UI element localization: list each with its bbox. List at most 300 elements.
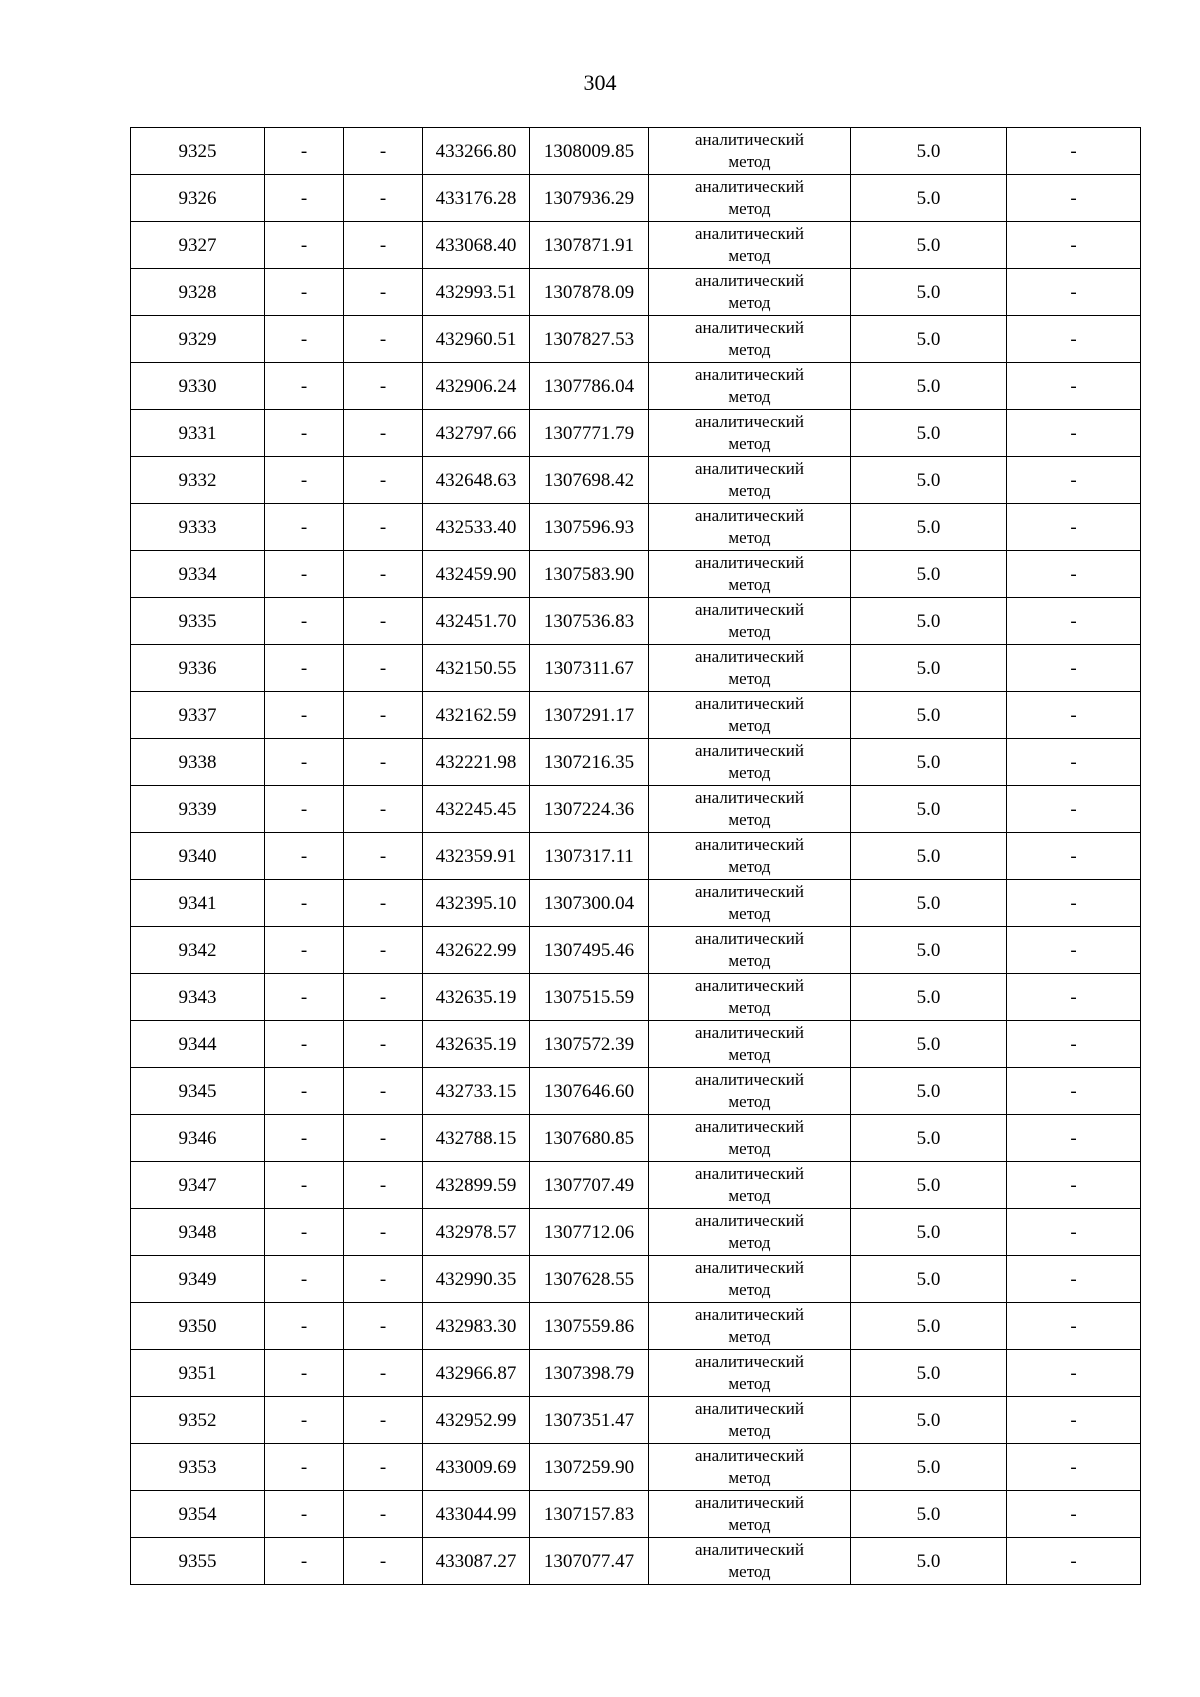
y-coordinate-cell: 1307398.79 <box>530 1350 649 1397</box>
accuracy-cell: 5.0 <box>851 1115 1007 1162</box>
method-line-2: метод <box>728 904 771 923</box>
y-coordinate-cell: 1307224.36 <box>530 786 649 833</box>
table-row <box>131 1162 1141 1209</box>
accuracy-cell: 5.0 <box>851 269 1007 316</box>
y-coordinate-cell: 1307878.09 <box>530 269 649 316</box>
method-line-1: аналитический <box>695 929 804 948</box>
method-cell <box>649 786 851 833</box>
accuracy-cell: 5.0 <box>851 1303 1007 1350</box>
x-coordinate-cell: 432960.51 <box>423 316 530 363</box>
dash-cell-1: - <box>265 880 344 927</box>
dash-cell-2: - <box>344 880 423 927</box>
x-coordinate-cell: 432150.55 <box>423 645 530 692</box>
dash-cell-1: - <box>265 1021 344 1068</box>
method-line-2: метод <box>728 669 771 688</box>
accuracy-cell: 5.0 <box>851 457 1007 504</box>
note-cell: - <box>1007 175 1141 222</box>
y-coordinate-cell: 1307628.55 <box>530 1256 649 1303</box>
dash-cell-2: - <box>344 786 423 833</box>
x-coordinate-cell: 432533.40 <box>423 504 530 551</box>
note-cell: - <box>1007 269 1141 316</box>
method-line-1: аналитический <box>695 412 804 431</box>
dash-cell-2: - <box>344 1021 423 1068</box>
table-row <box>131 363 1141 410</box>
note-cell: - <box>1007 1303 1141 1350</box>
method-line-2: метод <box>728 1186 771 1205</box>
method-line-2: метод <box>728 1045 771 1064</box>
point-number-cell: 9326 <box>131 175 265 222</box>
method-line-2: метод <box>728 716 771 735</box>
dash-cell-2: - <box>344 1491 423 1538</box>
point-number-cell: 9349 <box>131 1256 265 1303</box>
accuracy-cell: 5.0 <box>851 645 1007 692</box>
dash-cell-2: - <box>344 269 423 316</box>
dash-cell-2: - <box>344 974 423 1021</box>
y-coordinate-cell: 1307495.46 <box>530 927 649 974</box>
y-coordinate-cell: 1307583.90 <box>530 551 649 598</box>
method-line-1: аналитический <box>695 1258 804 1277</box>
point-number-cell: 9339 <box>131 786 265 833</box>
method-line-1: аналитический <box>695 459 804 478</box>
method-line-2: метод <box>728 1139 771 1158</box>
method-line-2: метод <box>728 1327 771 1346</box>
method-line-1: аналитический <box>695 1211 804 1230</box>
method-cell <box>649 269 851 316</box>
point-number-cell: 9355 <box>131 1538 265 1585</box>
table-row <box>131 1021 1141 1068</box>
y-coordinate-cell: 1307300.04 <box>530 880 649 927</box>
dash-cell-2: - <box>344 363 423 410</box>
dash-cell-1: - <box>265 269 344 316</box>
note-cell: - <box>1007 1115 1141 1162</box>
x-coordinate-cell: 432395.10 <box>423 880 530 927</box>
accuracy-cell: 5.0 <box>851 974 1007 1021</box>
method-line-1: аналитический <box>695 1399 804 1418</box>
method-line-1: аналитический <box>695 788 804 807</box>
method-cell <box>649 363 851 410</box>
y-coordinate-cell: 1307291.17 <box>530 692 649 739</box>
method-line-1: аналитический <box>695 365 804 384</box>
note-cell: - <box>1007 457 1141 504</box>
note-cell: - <box>1007 974 1141 1021</box>
dash-cell-1: - <box>265 1068 344 1115</box>
dash-cell-1: - <box>265 1397 344 1444</box>
x-coordinate-cell: 433009.69 <box>423 1444 530 1491</box>
method-cell <box>649 1021 851 1068</box>
method-cell <box>649 1303 851 1350</box>
method-cell <box>649 1162 851 1209</box>
note-cell: - <box>1007 880 1141 927</box>
table-row <box>131 833 1141 880</box>
method-cell <box>649 598 851 645</box>
accuracy-cell: 5.0 <box>851 1350 1007 1397</box>
method-cell <box>649 222 851 269</box>
dash-cell-1: - <box>265 551 344 598</box>
note-cell: - <box>1007 927 1141 974</box>
dash-cell-1: - <box>265 598 344 645</box>
accuracy-cell: 5.0 <box>851 1209 1007 1256</box>
accuracy-cell: 5.0 <box>851 363 1007 410</box>
table-row <box>131 1068 1141 1115</box>
x-coordinate-cell: 432993.51 <box>423 269 530 316</box>
accuracy-cell: 5.0 <box>851 551 1007 598</box>
dash-cell-2: - <box>344 222 423 269</box>
table-row <box>131 692 1141 739</box>
x-coordinate-cell: 432990.35 <box>423 1256 530 1303</box>
table-row <box>131 1350 1141 1397</box>
note-cell: - <box>1007 739 1141 786</box>
x-coordinate-cell: 432797.66 <box>423 410 530 457</box>
y-coordinate-cell: 1307646.60 <box>530 1068 649 1115</box>
method-line-2: метод <box>728 622 771 641</box>
method-line-1: аналитический <box>695 271 804 290</box>
dash-cell-1: - <box>265 457 344 504</box>
note-cell: - <box>1007 551 1141 598</box>
dash-cell-1: - <box>265 175 344 222</box>
accuracy-cell: 5.0 <box>851 504 1007 551</box>
method-line-1: аналитический <box>695 224 804 243</box>
method-line-1: аналитический <box>695 1070 804 1089</box>
note-cell: - <box>1007 410 1141 457</box>
y-coordinate-cell: 1307771.79 <box>530 410 649 457</box>
dash-cell-1: - <box>265 1162 344 1209</box>
point-number-cell: 9329 <box>131 316 265 363</box>
x-coordinate-cell: 432162.59 <box>423 692 530 739</box>
x-coordinate-cell: 432648.63 <box>423 457 530 504</box>
method-line-2: метод <box>728 199 771 218</box>
x-coordinate-cell: 432359.91 <box>423 833 530 880</box>
dash-cell-2: - <box>344 739 423 786</box>
method-line-2: метод <box>728 1233 771 1252</box>
dash-cell-1: - <box>265 1256 344 1303</box>
x-coordinate-cell: 432245.45 <box>423 786 530 833</box>
method-line-1: аналитический <box>695 553 804 572</box>
y-coordinate-cell: 1307216.35 <box>530 739 649 786</box>
y-coordinate-cell: 1307536.83 <box>530 598 649 645</box>
y-coordinate-cell: 1307515.59 <box>530 974 649 1021</box>
method-cell <box>649 504 851 551</box>
dash-cell-1: - <box>265 410 344 457</box>
accuracy-cell: 5.0 <box>851 316 1007 363</box>
table-row <box>131 410 1141 457</box>
x-coordinate-cell: 432622.99 <box>423 927 530 974</box>
method-line-2: метод <box>728 1374 771 1393</box>
table-row <box>131 551 1141 598</box>
table-row <box>131 974 1141 1021</box>
method-line-1: аналитический <box>695 694 804 713</box>
method-line-1: аналитический <box>695 177 804 196</box>
note-cell: - <box>1007 1350 1141 1397</box>
note-cell: - <box>1007 598 1141 645</box>
method-cell <box>649 1256 851 1303</box>
method-line-2: метод <box>728 575 771 594</box>
method-line-1: аналитический <box>695 130 804 149</box>
accuracy-cell: 5.0 <box>851 175 1007 222</box>
dash-cell-2: - <box>344 598 423 645</box>
method-cell <box>649 1538 851 1585</box>
dash-cell-1: - <box>265 363 344 410</box>
dash-cell-1: - <box>265 974 344 1021</box>
method-line-2: метод <box>728 340 771 359</box>
note-cell: - <box>1007 1491 1141 1538</box>
dash-cell-2: - <box>344 551 423 598</box>
method-line-2: метод <box>728 1468 771 1487</box>
coordinates-table <box>130 127 1141 1585</box>
method-cell <box>649 128 851 175</box>
note-cell: - <box>1007 786 1141 833</box>
point-number-cell: 9352 <box>131 1397 265 1444</box>
point-number-cell: 9337 <box>131 692 265 739</box>
accuracy-cell: 5.0 <box>851 1256 1007 1303</box>
dash-cell-1: - <box>265 128 344 175</box>
y-coordinate-cell: 1307871.91 <box>530 222 649 269</box>
dash-cell-2: - <box>344 1209 423 1256</box>
x-coordinate-cell: 432978.57 <box>423 1209 530 1256</box>
y-coordinate-cell: 1307311.67 <box>530 645 649 692</box>
accuracy-cell: 5.0 <box>851 1444 1007 1491</box>
dash-cell-1: - <box>265 786 344 833</box>
method-line-1: аналитический <box>695 882 804 901</box>
dash-cell-1: - <box>265 927 344 974</box>
y-coordinate-cell: 1308009.85 <box>530 128 649 175</box>
dash-cell-1: - <box>265 1209 344 1256</box>
dash-cell-1: - <box>265 833 344 880</box>
accuracy-cell: 5.0 <box>851 598 1007 645</box>
table-row <box>131 1115 1141 1162</box>
x-coordinate-cell: 432983.30 <box>423 1303 530 1350</box>
dash-cell-2: - <box>344 1397 423 1444</box>
method-line-1: аналитический <box>695 976 804 995</box>
table-body <box>131 128 1141 1585</box>
method-line-1: аналитический <box>695 600 804 619</box>
dash-cell-2: - <box>344 927 423 974</box>
x-coordinate-cell: 432788.15 <box>423 1115 530 1162</box>
table-row <box>131 1209 1141 1256</box>
x-coordinate-cell: 432899.59 <box>423 1162 530 1209</box>
table-row <box>131 1491 1141 1538</box>
accuracy-cell: 5.0 <box>851 1162 1007 1209</box>
point-number-cell: 9343 <box>131 974 265 1021</box>
accuracy-cell: 5.0 <box>851 786 1007 833</box>
y-coordinate-cell: 1307351.47 <box>530 1397 649 1444</box>
table-row <box>131 316 1141 363</box>
x-coordinate-cell: 432635.19 <box>423 1021 530 1068</box>
note-cell: - <box>1007 1444 1141 1491</box>
accuracy-cell: 5.0 <box>851 1491 1007 1538</box>
y-coordinate-cell: 1307786.04 <box>530 363 649 410</box>
point-number-cell: 9353 <box>131 1444 265 1491</box>
note-cell: - <box>1007 645 1141 692</box>
y-coordinate-cell: 1307259.90 <box>530 1444 649 1491</box>
dash-cell-2: - <box>344 457 423 504</box>
dash-cell-2: - <box>344 1068 423 1115</box>
note-cell: - <box>1007 1256 1141 1303</box>
method-line-2: метод <box>728 293 771 312</box>
method-cell <box>649 1444 851 1491</box>
method-line-2: метод <box>728 763 771 782</box>
note-cell: - <box>1007 1162 1141 1209</box>
table-row <box>131 457 1141 504</box>
accuracy-cell: 5.0 <box>851 739 1007 786</box>
method-cell <box>649 833 851 880</box>
table-row <box>131 645 1141 692</box>
method-line-1: аналитический <box>695 1164 804 1183</box>
method-cell <box>649 880 851 927</box>
dash-cell-2: - <box>344 1256 423 1303</box>
point-number-cell: 9332 <box>131 457 265 504</box>
x-coordinate-cell: 432966.87 <box>423 1350 530 1397</box>
accuracy-cell: 5.0 <box>851 128 1007 175</box>
table-row <box>131 1538 1141 1585</box>
point-number-cell: 9328 <box>131 269 265 316</box>
point-number-cell: 9331 <box>131 410 265 457</box>
point-number-cell: 9338 <box>131 739 265 786</box>
accuracy-cell: 5.0 <box>851 833 1007 880</box>
point-number-cell: 9351 <box>131 1350 265 1397</box>
method-cell <box>649 1209 851 1256</box>
method-cell <box>649 1068 851 1115</box>
table-row <box>131 1444 1141 1491</box>
note-cell: - <box>1007 1397 1141 1444</box>
dash-cell-1: - <box>265 692 344 739</box>
note-cell: - <box>1007 363 1141 410</box>
table-row <box>131 1256 1141 1303</box>
dash-cell-2: - <box>344 1303 423 1350</box>
note-cell: - <box>1007 833 1141 880</box>
method-cell <box>649 692 851 739</box>
note-cell: - <box>1007 1538 1141 1585</box>
point-number-cell: 9335 <box>131 598 265 645</box>
x-coordinate-cell: 433087.27 <box>423 1538 530 1585</box>
y-coordinate-cell: 1307707.49 <box>530 1162 649 1209</box>
method-cell <box>649 1350 851 1397</box>
dash-cell-2: - <box>344 645 423 692</box>
point-number-cell: 9325 <box>131 128 265 175</box>
method-line-2: метод <box>728 1562 771 1581</box>
point-number-cell: 9344 <box>131 1021 265 1068</box>
method-line-2: метод <box>728 434 771 453</box>
method-line-1: аналитический <box>695 647 804 666</box>
point-number-cell: 9350 <box>131 1303 265 1350</box>
dash-cell-1: - <box>265 1115 344 1162</box>
method-line-1: аналитический <box>695 1352 804 1371</box>
y-coordinate-cell: 1307712.06 <box>530 1209 649 1256</box>
note-cell: - <box>1007 222 1141 269</box>
method-line-1: аналитический <box>695 741 804 760</box>
point-number-cell: 9330 <box>131 363 265 410</box>
point-number-cell: 9327 <box>131 222 265 269</box>
note-cell: - <box>1007 1021 1141 1068</box>
table-row <box>131 786 1141 833</box>
method-line-2: метод <box>728 1092 771 1111</box>
method-cell <box>649 175 851 222</box>
table-row <box>131 927 1141 974</box>
x-coordinate-cell: 433068.40 <box>423 222 530 269</box>
method-line-2: метод <box>728 481 771 500</box>
x-coordinate-cell: 433044.99 <box>423 1491 530 1538</box>
dash-cell-2: - <box>344 128 423 175</box>
point-number-cell: 9354 <box>131 1491 265 1538</box>
y-coordinate-cell: 1307317.11 <box>530 833 649 880</box>
y-coordinate-cell: 1307559.86 <box>530 1303 649 1350</box>
dash-cell-2: - <box>344 1350 423 1397</box>
method-line-1: аналитический <box>695 506 804 525</box>
method-cell <box>649 316 851 363</box>
y-coordinate-cell: 1307936.29 <box>530 175 649 222</box>
dash-cell-1: - <box>265 645 344 692</box>
y-coordinate-cell: 1307572.39 <box>530 1021 649 1068</box>
point-number-cell: 9336 <box>131 645 265 692</box>
method-cell <box>649 927 851 974</box>
point-number-cell: 9334 <box>131 551 265 598</box>
method-line-2: метод <box>728 1280 771 1299</box>
dash-cell-1: - <box>265 316 344 363</box>
x-coordinate-cell: 432459.90 <box>423 551 530 598</box>
point-number-cell: 9341 <box>131 880 265 927</box>
note-cell: - <box>1007 692 1141 739</box>
method-line-1: аналитический <box>695 1023 804 1042</box>
dash-cell-2: - <box>344 504 423 551</box>
dash-cell-2: - <box>344 316 423 363</box>
method-line-2: метод <box>728 387 771 406</box>
method-line-2: метод <box>728 998 771 1017</box>
note-cell: - <box>1007 128 1141 175</box>
x-coordinate-cell: 432635.19 <box>423 974 530 1021</box>
table-row <box>131 175 1141 222</box>
accuracy-cell: 5.0 <box>851 692 1007 739</box>
table-row <box>131 1303 1141 1350</box>
dash-cell-1: - <box>265 739 344 786</box>
method-cell <box>649 1491 851 1538</box>
method-cell <box>649 410 851 457</box>
dash-cell-1: - <box>265 1491 344 1538</box>
method-cell <box>649 1397 851 1444</box>
method-cell <box>649 1115 851 1162</box>
dash-cell-1: - <box>265 1303 344 1350</box>
table-row <box>131 598 1141 645</box>
dash-cell-1: - <box>265 504 344 551</box>
x-coordinate-cell: 433266.80 <box>423 128 530 175</box>
dash-cell-1: - <box>265 1444 344 1491</box>
x-coordinate-cell: 432906.24 <box>423 363 530 410</box>
y-coordinate-cell: 1307596.93 <box>530 504 649 551</box>
dash-cell-2: - <box>344 410 423 457</box>
page-number: 304 <box>583 70 617 95</box>
method-cell <box>649 645 851 692</box>
method-line-2: метод <box>728 1515 771 1534</box>
method-cell <box>649 739 851 786</box>
method-line-2: метод <box>728 1421 771 1440</box>
dash-cell-2: - <box>344 1162 423 1209</box>
method-cell <box>649 551 851 598</box>
accuracy-cell: 5.0 <box>851 1397 1007 1444</box>
table-row <box>131 880 1141 927</box>
x-coordinate-cell: 432221.98 <box>423 739 530 786</box>
accuracy-cell: 5.0 <box>851 927 1007 974</box>
y-coordinate-cell: 1307157.83 <box>530 1491 649 1538</box>
method-line-2: метод <box>728 951 771 970</box>
point-number-cell: 9348 <box>131 1209 265 1256</box>
method-line-1: аналитический <box>695 1305 804 1324</box>
y-coordinate-cell: 1307827.53 <box>530 316 649 363</box>
x-coordinate-cell: 432733.15 <box>423 1068 530 1115</box>
y-coordinate-cell: 1307698.42 <box>530 457 649 504</box>
method-line-1: аналитический <box>695 1117 804 1136</box>
point-number-cell: 9347 <box>131 1162 265 1209</box>
table-row <box>131 269 1141 316</box>
y-coordinate-cell: 1307077.47 <box>530 1538 649 1585</box>
x-coordinate-cell: 432952.99 <box>423 1397 530 1444</box>
